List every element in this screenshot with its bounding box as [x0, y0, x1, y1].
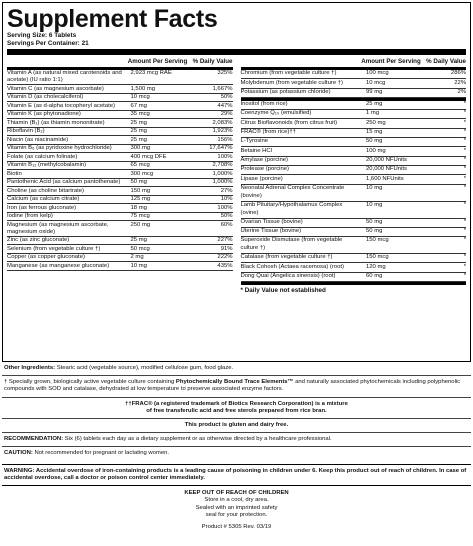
nutrient-dv: *	[463, 129, 466, 136]
servings-per-container: Servings Per Container: 21	[7, 40, 89, 47]
nutrient-name: Vitamin A (as natural mixed carotenoids and acetate) (IU ratio 1:1)	[7, 70, 122, 84]
nutrient-row	[241, 228, 467, 237]
nutrient-name: Calcium (as calcium citrate)	[7, 196, 80, 203]
nutrient-row	[7, 136, 233, 145]
nutrient-name: Selenium (from vegetable culture †)	[7, 245, 101, 252]
nutrient-dv: *	[463, 119, 466, 126]
nutrient-row	[241, 70, 467, 79]
nutrient-amount: 99 mg	[366, 88, 383, 95]
nutrient-amount: 20,000 NFUnits	[366, 156, 407, 163]
nutrient-dv: *	[463, 237, 466, 244]
dv-note: * Daily Value not established	[240, 287, 326, 295]
nutrient-amount: 10 mg	[130, 262, 147, 269]
nutrient-name: Ovarian Tissue (bovine)	[240, 218, 303, 225]
nutrient-dv: *	[463, 147, 466, 154]
nutrient-row	[7, 179, 233, 188]
nutrient-row	[7, 213, 233, 222]
dagger-note	[2, 376, 471, 397]
nutrient-row	[7, 128, 233, 137]
nutrient-name: Black Cohosh (Actaea racemosa) (root)	[240, 263, 344, 270]
nutrient-row	[7, 196, 233, 205]
supplement-facts-panel	[2, 2, 471, 362]
nutrient-row	[7, 162, 233, 171]
nutrient-name: Zinc (as zinc gluconate)	[7, 237, 70, 244]
nutrient-dv: *	[463, 254, 466, 261]
panel-title: Supplement Facts	[7, 5, 218, 33]
nutrient-name: Riboflavin (B₂)	[7, 128, 45, 135]
frac-note	[2, 398, 471, 419]
nutrient-dv: 447%	[217, 102, 233, 109]
iron-warning: WARNING: Accidental overdose of iron-containing products is a leading cause of poisoning in children under 6. Keep this product out of reach of children. In case of accidental overdose, call a doctor or poison control center immediately.	[2, 464, 471, 486]
nutrient-name: Biotin	[7, 170, 22, 177]
nutrient-row	[241, 273, 467, 282]
nutrient-name: Vitamin D (as cholecalciferol)	[7, 94, 84, 101]
nutrient-row	[7, 221, 233, 236]
nutrient-row	[241, 119, 467, 128]
nutrient-amount: 120 mg	[366, 263, 386, 270]
nutrient-name: Vitamin K (as phytonadione)	[7, 111, 81, 118]
right-rows-top	[241, 70, 467, 101]
nutrient-name: Manganese (as manganese gluconate)	[7, 262, 110, 269]
nutrient-row	[241, 166, 467, 175]
recommendation-label: RECOMMENDATION:	[4, 436, 64, 443]
nutrient-amount: 100 mcg	[366, 70, 389, 77]
nutrient-row	[7, 237, 233, 246]
nutrient-dv: 60%	[220, 221, 233, 228]
nutrient-row	[7, 245, 233, 254]
nutrient-name: Magnesium (as magnesium ascorbate, magnesium oxide)	[7, 221, 109, 235]
nutrient-amount: 125 mg	[130, 196, 151, 203]
nutrient-row	[7, 145, 233, 154]
nutrient-dv: 1,000%	[212, 179, 233, 186]
nutrient-dv: 435%	[217, 262, 233, 269]
nutrient-dv: 1,000%	[212, 170, 233, 177]
nutrient-dv: 227%	[217, 237, 233, 244]
nutrient-dv: 325%	[217, 70, 233, 77]
nutrient-amount: 50 mg	[130, 179, 147, 186]
product-number: Product # 5305 Rev. 03/19	[201, 524, 272, 531]
nutrient-row	[7, 70, 233, 85]
nutrient-amount: 300 mg	[130, 145, 151, 152]
nutrient-dv: 100%	[217, 153, 233, 160]
recommendation	[2, 433, 471, 447]
nutrient-dv: *	[463, 263, 466, 270]
nutrient-name: Iodine (from kelp)	[7, 213, 53, 220]
dv-header: % Daily Value	[192, 58, 233, 65]
nutrient-name: Folate (as calcium folinate)	[7, 153, 78, 160]
nutrient-dv: 91%	[220, 245, 233, 252]
nutrient-dv: *	[463, 184, 466, 191]
nutrient-amount: 400 mcg DFE	[130, 153, 167, 160]
nutrient-row	[7, 102, 233, 111]
nutrient-amount: 10 mcg	[130, 94, 150, 101]
nutrient-amount: 2 mg	[130, 254, 144, 261]
nutrient-dv: 50%	[220, 213, 233, 220]
right-column-header	[241, 56, 467, 70]
nutrient-amount: 20,000 NFUnits	[366, 166, 407, 173]
nutrient-amount: 25 mg	[130, 136, 147, 143]
label-footer	[2, 362, 471, 531]
nutrient-name: Protease (porcine)	[240, 166, 289, 173]
seal-text: Sealed with an imprinted safety	[195, 504, 278, 511]
nutrient-name: Pantothenic Acid (as calcium pantothenate)	[7, 179, 121, 186]
nutrient-name: Citrus Bioflavonoids (from citrus fruit)	[240, 119, 338, 126]
nutrient-name: Potassium (as potassium chloride)	[240, 88, 331, 95]
nutrient-dv: *	[463, 166, 466, 173]
nutrient-name: Catalase (from vegetable culture †)	[240, 254, 333, 261]
right-column	[241, 56, 467, 294]
nutrient-name: Amylase (porcine)	[240, 156, 288, 163]
nutrient-name: Inositol (from rice)	[240, 101, 288, 108]
left-rows	[7, 70, 233, 271]
frac-note-line-1: ††FRAC® (a registered trademark of Biotics Research Corporation) is a mixture	[125, 400, 348, 407]
nutrient-amount: 67 mg	[130, 102, 147, 109]
nutrient-dv: 50%	[220, 94, 233, 101]
other-ingredients	[2, 362, 471, 376]
nutrient-dv: *	[463, 138, 466, 145]
nutrient-name: Lipase (porcine)	[240, 175, 283, 182]
nutrient-name: Coenzyme Q₁₀ (emulsified)	[240, 110, 312, 117]
nutrient-amount: 10 mg	[366, 201, 383, 208]
nutrient-name: Superoxide Dismutase (from vegetable culture †)	[240, 237, 343, 252]
nutrient-dv: *	[463, 156, 466, 163]
nutrient-name: Niacin (as niacinamide)	[7, 136, 69, 143]
nutrient-amount: 150 mcg	[366, 254, 389, 261]
nutrient-dv: 2,083%	[212, 119, 233, 126]
nutrient-amount: 10 mcg	[366, 79, 386, 86]
nutrient-amount: 1,600 NFUnits	[366, 175, 404, 182]
nutrient-row	[241, 89, 467, 98]
nutrient-dv: *	[463, 101, 466, 108]
nutrient-amount: 25 mg	[130, 237, 147, 244]
nutrient-amount: 2,923 mcg RAE	[130, 70, 172, 77]
nutrient-row	[241, 185, 467, 202]
nutrient-row	[241, 79, 467, 88]
nutrient-row	[7, 94, 233, 103]
other-ingredients-label: Other Ingredients:	[4, 365, 56, 371]
nutrient-dv: 29%	[220, 111, 233, 118]
nutrient-amount: 25 mg	[366, 101, 383, 108]
nutrient-row	[7, 153, 233, 162]
nutrient-name: Molybdenum (from vegetable culture †)	[240, 79, 343, 86]
nutrient-dv: *	[463, 218, 466, 225]
storage-block	[2, 486, 471, 519]
storage-text: Store in a cool, dry area.	[204, 497, 269, 504]
nutrient-amount: 50 mg	[366, 138, 383, 145]
nutrient-amount: 18 mg	[130, 204, 147, 211]
caution-text: Not recommended for pregnant or lactating women.	[34, 450, 170, 457]
amount-header: Amount Per Serving	[127, 58, 188, 65]
right-rows	[241, 101, 467, 285]
nutrient-amount: 300 mcg	[130, 170, 154, 177]
nutrient-row	[7, 170, 233, 179]
nutrient-row	[7, 262, 233, 271]
nutrient-name: L-Tyrosine	[240, 138, 268, 145]
nutrient-amount: 25 mg	[130, 119, 147, 126]
dagger-note-text-2: and naturally associated phytochemicals including polyphenolic compounds with SOD and catalase, dehydrated at low temperature to preserve associated enzyme factors.	[4, 379, 461, 393]
nutrient-row	[241, 237, 467, 254]
nutrient-amount: 1 mg	[366, 110, 380, 117]
dagger-note-text: † Specially grown, biologically active vegetable culture containing	[4, 379, 176, 386]
nutrient-dv: *	[463, 110, 466, 117]
nutrient-name: Neonatal Adrenal Complex Concentrate (bovine)	[240, 184, 345, 199]
nutrient-amount: 35 mcg	[130, 111, 150, 118]
nutrient-dv: 1,667%	[212, 85, 233, 92]
facts-columns	[7, 56, 466, 294]
amount-header: Amount Per Serving	[361, 58, 421, 65]
nutrient-name: Chromium (from vegetable culture †)	[240, 70, 337, 77]
nutrient-amount: 250 mg	[130, 221, 151, 228]
nutrient-name: Copper (as copper gluconate)	[7, 254, 85, 261]
nutrient-name: FRAC® (from rice)††	[240, 129, 296, 136]
nutrient-amount: 60 mg	[366, 273, 383, 280]
dagger-note-bold: Phytochemically Bound Trace Elements™	[175, 379, 294, 386]
thick-divider	[7, 49, 466, 55]
nutrient-dv: 17,647%	[209, 145, 233, 152]
nutrient-row	[241, 147, 467, 156]
nutrient-amount: 75 mcg	[130, 213, 150, 220]
nutrient-row	[7, 187, 233, 196]
nutrient-dv: *	[463, 228, 466, 235]
caution	[2, 447, 471, 460]
nutrient-dv: 10%	[220, 196, 233, 203]
nutrient-row	[241, 254, 467, 263]
gluten-dairy-text: This product is gluten and dairy free.	[184, 422, 289, 429]
nutrient-dv: 222%	[217, 254, 233, 261]
nutrient-amount: 50 mg	[366, 218, 383, 225]
nutrient-amount: 150 mg	[130, 187, 151, 194]
left-column	[7, 56, 233, 294]
nutrient-amount: 50 mcg	[130, 245, 150, 252]
nutrient-dv: 27%	[220, 187, 233, 194]
nutrient-amount: 50 mg	[366, 228, 383, 235]
nutrient-amount: 15 mg	[366, 129, 383, 136]
nutrient-name: Uterine Tissue (bovine)	[240, 228, 302, 235]
caution-label: CAUTION:	[4, 450, 33, 457]
nutrient-row	[241, 202, 467, 219]
nutrient-row	[7, 204, 233, 213]
nutrient-row	[241, 129, 467, 138]
nutrient-dv: 100%	[217, 204, 233, 211]
nutrient-name: Vitamin C (as magnesium ascorbate)	[7, 85, 104, 92]
nutrient-dv: *	[463, 201, 466, 208]
nutrient-row	[241, 157, 467, 166]
nutrient-row	[7, 254, 233, 263]
nutrient-dv: 2%	[457, 88, 466, 95]
nutrient-name: Thiamin (B₁) (as thiamin mononitrate)	[7, 119, 105, 126]
nutrient-amount: 1,500 mg	[130, 85, 156, 92]
nutrient-dv: 22%	[454, 79, 466, 86]
seal-protection-text: seal for your protection.	[205, 511, 268, 518]
nutrient-dv: *	[463, 273, 466, 280]
serving-size: Serving Size: 6 Tablets	[7, 32, 77, 39]
nutrient-dv: 156%	[217, 136, 233, 143]
nutrient-dv: 1,923%	[212, 128, 233, 135]
nutrient-dv: 286%	[450, 70, 466, 77]
nutrient-amount: 10 mg	[366, 184, 383, 191]
nutrient-amount: 25 mg	[130, 128, 147, 135]
nutrient-name: Lamb Pituitary/Hypothalamus Complex (ovine)	[240, 201, 343, 216]
gluten-dairy-note	[2, 419, 471, 433]
nutrient-row	[241, 263, 467, 272]
nutrient-amount: 65 mcg	[130, 162, 150, 169]
recommendation-text: Six (6) tablets each day as a dietary supplement or as otherwise directed by a healthcare professional.	[64, 436, 332, 443]
nutrient-row	[241, 110, 467, 119]
nutrient-name: Vitamin B₆ (as pyridoxine hydrochloride)	[7, 145, 112, 152]
nutrient-amount: 100 mg	[366, 147, 386, 154]
nutrient-name: Choline (as choline bitartrate)	[7, 187, 84, 194]
nutrient-amount: 150 mcg	[366, 237, 389, 244]
frac-note-line-2: of free transferulic acid and free sterols prepared from rice bran.	[146, 407, 327, 414]
nutrient-amount: 250 mg	[366, 119, 386, 126]
nutrient-row	[7, 119, 233, 128]
nutrient-name: Betaine HCl	[240, 147, 272, 154]
nutrient-name: Dong Quai (Angelica sinensis) (root)	[240, 273, 336, 280]
dv-header: % Daily Value	[426, 58, 466, 65]
nutrient-name: Vitamin E (as d-alpha tocopheryl acetate)	[7, 102, 115, 109]
nutrient-row	[241, 219, 467, 228]
nutrient-row	[241, 138, 467, 147]
nutrient-dv: 2,708%	[212, 162, 233, 169]
nutrient-row	[241, 101, 467, 110]
nutrient-row	[241, 175, 467, 184]
nutrient-name: Vitamin B₁₂ (methylcobalamin)	[7, 162, 87, 169]
nutrient-row	[7, 111, 233, 120]
keep-out-of-reach: KEEP OUT OF REACH OF CHILDREN	[184, 490, 289, 497]
left-column-header	[7, 56, 233, 70]
nutrient-row	[7, 85, 233, 94]
other-ingredients-text: Stearic acid (vegetable source), modified cellulose gum, food glaze.	[56, 365, 234, 371]
nutrient-dv: *	[463, 175, 466, 182]
nutrient-name: Iron (as ferrous gluconate)	[7, 204, 77, 211]
